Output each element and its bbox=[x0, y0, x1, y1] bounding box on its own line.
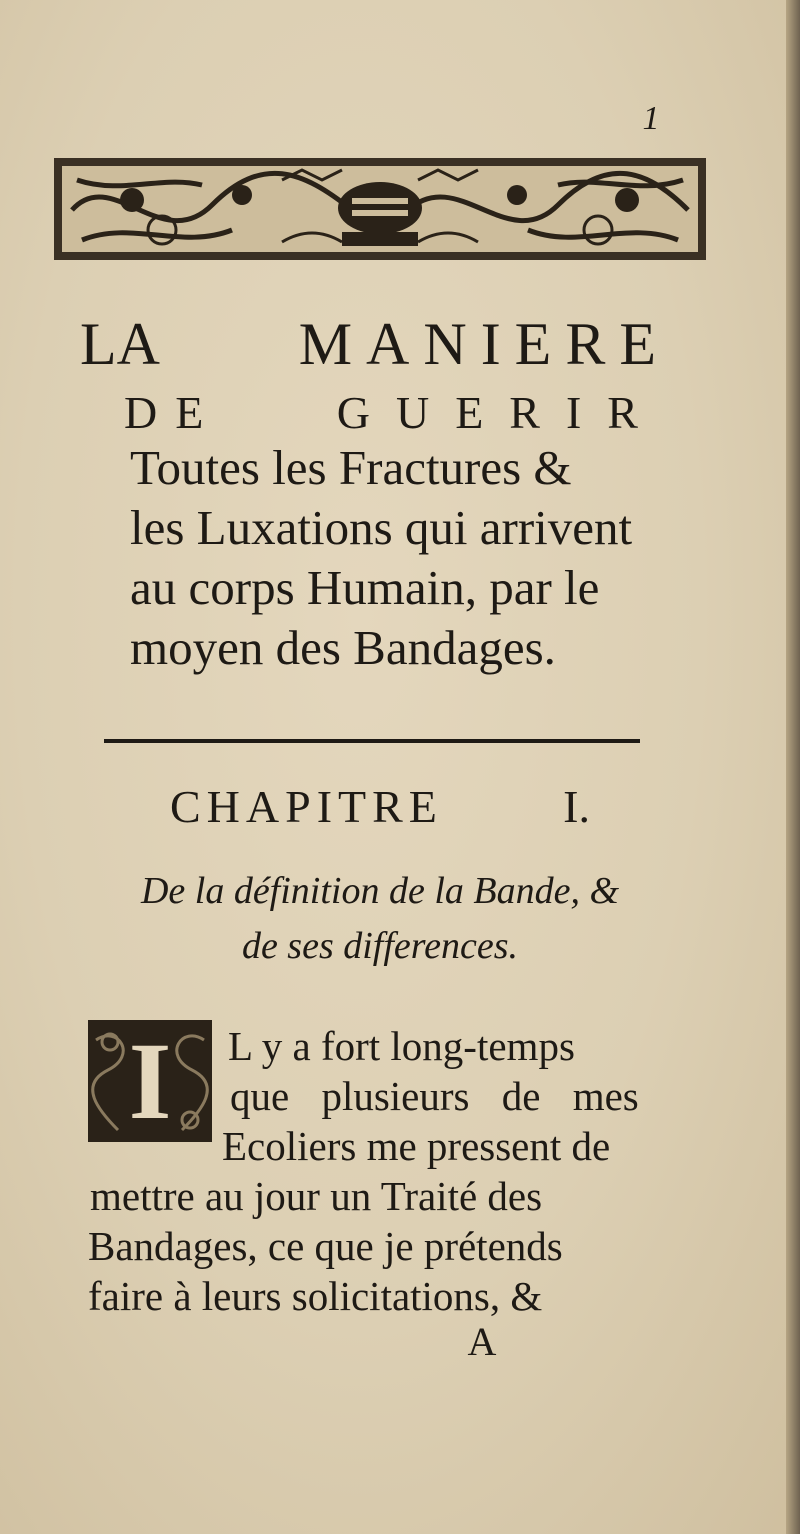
catchword: A bbox=[467, 1319, 497, 1364]
title-word-guerir: GUERIR bbox=[336, 387, 664, 438]
title-body-line: moyen des Bandages. bbox=[130, 620, 556, 675]
body-line: mettre au jour un Traité des bbox=[90, 1173, 543, 1219]
drop-cap-letter: I bbox=[128, 1020, 172, 1142]
body-line: Bandages, ce que je prétends bbox=[88, 1223, 563, 1269]
title-word-la: LA bbox=[80, 311, 160, 377]
title-word-de: DE bbox=[124, 387, 222, 438]
body-line: Ecoliers me pressent de bbox=[222, 1123, 611, 1169]
chapter-heading-line: de ses differences. bbox=[241, 925, 519, 967]
chapter-heading-line: De la définition de la Bande, & bbox=[140, 870, 620, 912]
chapter-number: I. bbox=[563, 781, 590, 832]
chapter-word: CHAPITRE bbox=[170, 781, 443, 832]
title-word-maniere: MANIERE bbox=[298, 311, 670, 377]
body-line: que plusieurs de mes bbox=[230, 1073, 639, 1119]
page-number: 1 bbox=[642, 100, 660, 137]
body-line: faire à leurs solicitations, & bbox=[88, 1273, 543, 1319]
title-body-line: les Luxations qui arrivent bbox=[130, 500, 633, 555]
title-body-line: Toutes les Fractures & bbox=[130, 440, 572, 495]
body-line: L y a fort long-temps bbox=[228, 1023, 575, 1069]
title-body-line: au corps Humain, par le bbox=[130, 560, 600, 615]
